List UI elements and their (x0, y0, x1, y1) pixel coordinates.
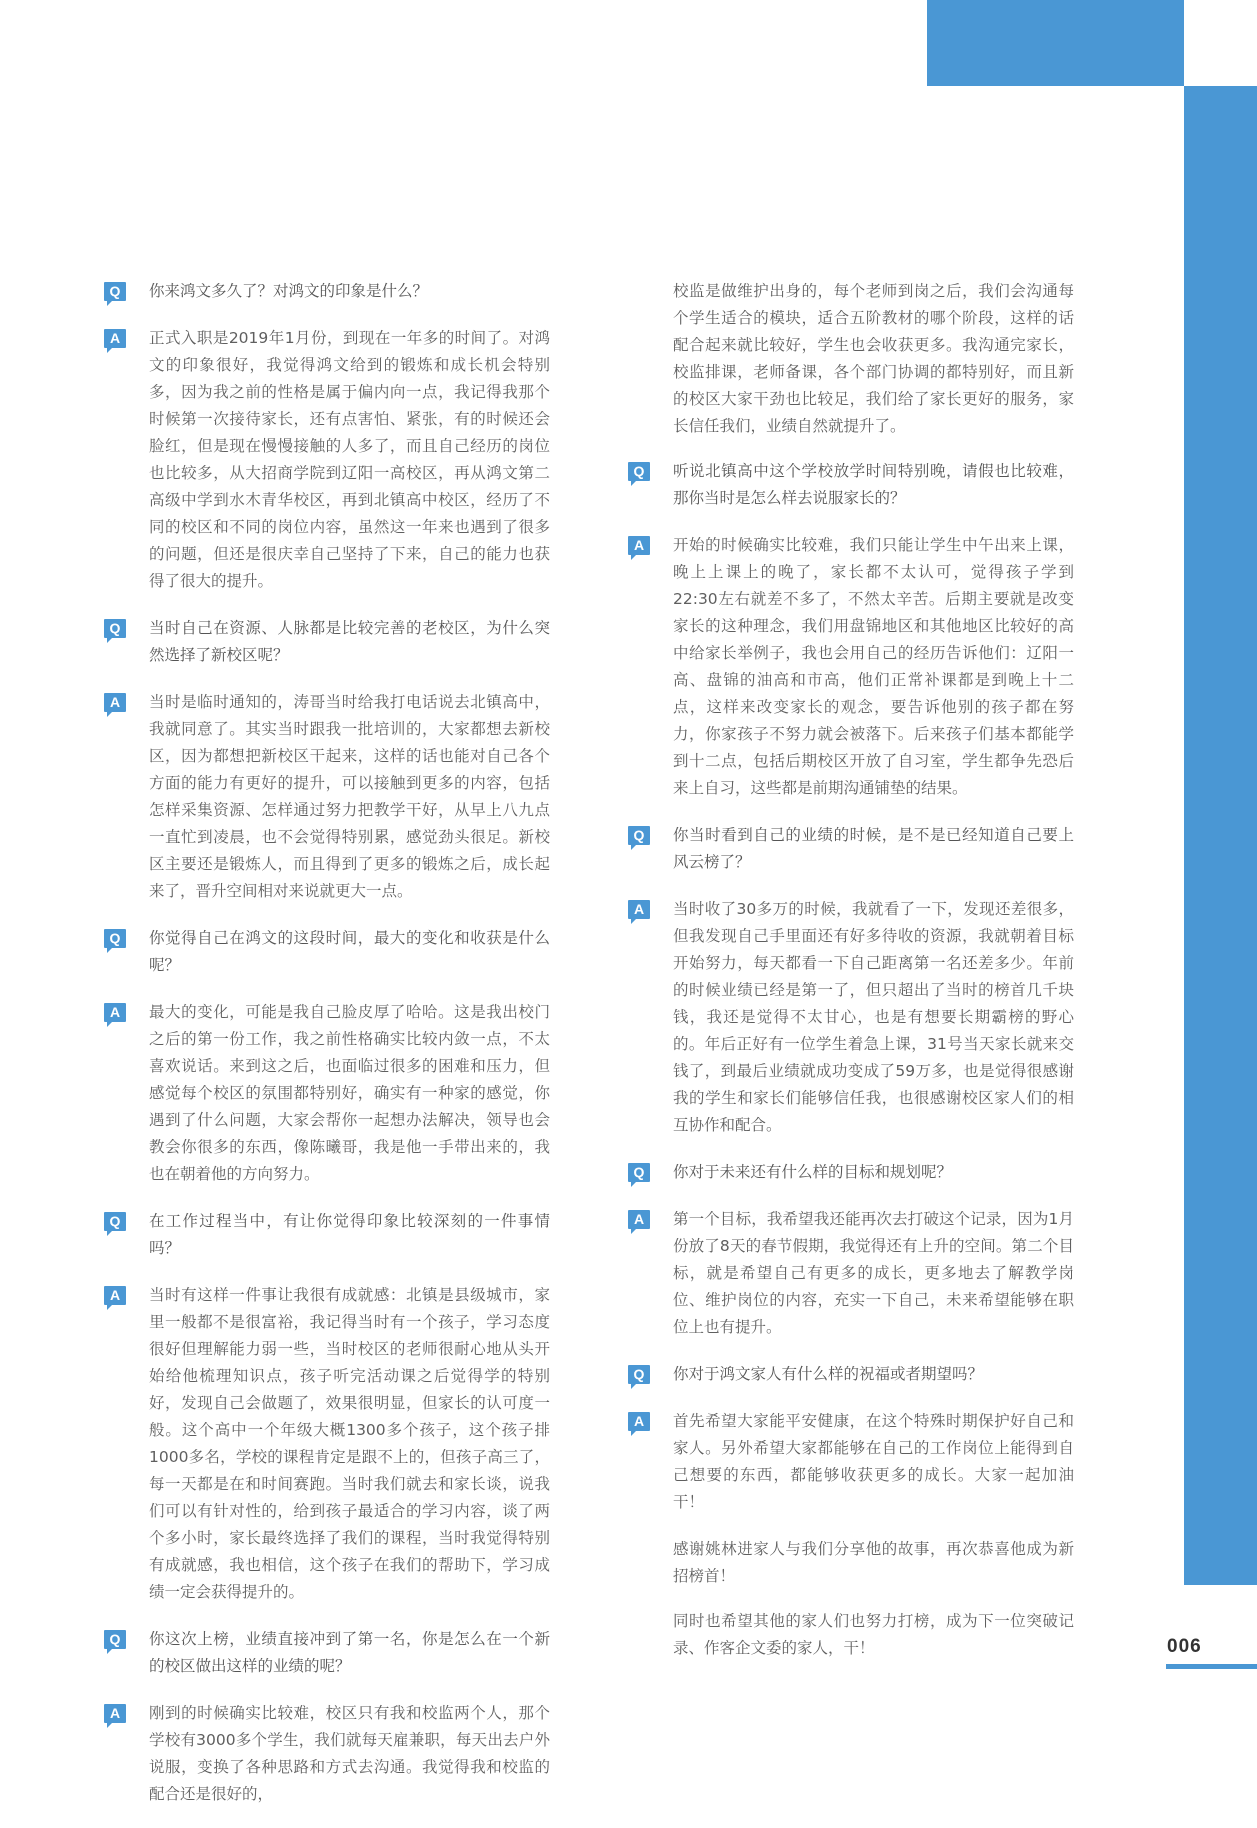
question-badge-icon: Q (104, 1630, 126, 1649)
closing-text: 感谢姚林进家人与我们分享他的故事，再次恭喜他成为新招榜首！ (673, 1540, 1074, 1585)
answer-4 (104, 1282, 550, 1606)
question-text: 你觉得自己在鸿文的这段时间，最大的变化和收获是什么呢？ (149, 929, 550, 974)
answer-text: 刚到的时候确实比较难，校区只有我和校监两个人，那个学校有3000多个学生，我们就每天雇兼职，每天出去户外说服，变换了各种思路和方式去沟通。我觉得我和校监的配合还是很好的， (149, 1704, 550, 1803)
answer-1 (104, 325, 550, 595)
question-badge-icon: Q (104, 929, 126, 948)
answer-7 (628, 896, 1074, 1139)
page-number: 006 (1167, 1636, 1202, 1657)
question-7 (628, 822, 1074, 876)
answer-text: 当时是临时通知的，涛哥当时给我打电话说去北镇高中，我就同意了。其实当时跟我一批培训的，大家都想去新校区，因为都想把新校区干起来，这样的话也能对自己各个方面的能力有更好的提升，可以接触到更多的内容，包括怎样采集资源、怎样通过努力把教学干好，从早上八九点一直忙到凌晨，也不会觉得特别累，感觉劲头很足。新校区主要还是锻炼人，而且得到了更多的锻炼之后，成长起来了，晋升空间相对来说就更大一点。 (149, 693, 550, 900)
answer-text: 正式入职是2019年1月份，到现在一年多的时间了。对鸿文的印象很好，我觉得鸿文给到的锻炼和成长机会特别多，因为我之前的性格是属于偏内向一点，我记得我那个时候第一次接待家长，还有点害怕、紧张，有的时候还会脸红，但是现在慢慢接触的人多了，而且自己经历的岗位也比较多，从大招商学院到辽阳一高校区，再从鸿文第二高级中学到水木青华校区，再到北镇高中校区，经历了不同的校区和不同的岗位内容，虽然这一年来也遇到了很多的问题，但还是很庆幸自己坚持了下来，自己的能力也获得了很大的提升。 (149, 329, 550, 590)
question-2 (104, 615, 550, 669)
answer-text: 开始的时候确实比较难，我们只能让学生中午出来上课，晚上上课上的晚了，家长都不太认可，觉得孩子学到22:30左右就差不多了，不然太辛苦。后期主要就是改变家长的这种理念，我们用盘锦地区和其他地区比较好的高中给家长举例子，我也会用自己的经历告诉他们：辽阳一高、盘锦的油高和市高，他们正常补课都是到晚上十二点，这样来改变家长的观念，要告诉他别的孩子都在努力，你家孩子不努力就会被落下。后来孩子们基本都能学到十二点，包括后期校区开放了自习室，学生都争先恐后来上自习，这些都是前期沟通铺垫的结果。 (673, 536, 1074, 797)
answer-5 (104, 1700, 550, 1808)
question-text: 当时自己在资源、人脉都是比较完善的老校区，为什么突然选择了新校区呢？ (149, 619, 550, 664)
right-column (628, 278, 1074, 1680)
question-badge-icon: Q (104, 282, 126, 301)
answer-3 (104, 999, 550, 1188)
answer-badge-icon: A (104, 329, 126, 348)
answer-9 (628, 1408, 1074, 1516)
answer-text: 首先希望大家能平安健康，在这个特殊时期保护好自己和家人。另外希望大家都能够在自己的工作岗位上能得到自己想要的东西，都能够收获更多的成长。大家一起加油干！ (673, 1412, 1074, 1511)
question-badge-icon: Q (628, 1365, 650, 1384)
question-badge-icon: Q (628, 1163, 650, 1182)
answer-text: 最大的变化，可能是我自己脸皮厚了哈哈。这是我出校门之后的第一份工作，我之前性格确实比较内敛一点，不太喜欢说话。来到这之后，也面临过很多的困难和压力，但感觉每个校区的氛围都特别好，确实有一种家的感觉，你遇到了什么问题，大家会帮你一起想办法解决，领导也会教会你很多的东西，像陈曦哥，我是他一手带出来的，我也在朝着他的方向努力。 (149, 1003, 550, 1183)
header-accent-block (927, 0, 1184, 86)
question-text: 在工作过程当中，有让你觉得印象比较深刻的一件事情吗？ (149, 1212, 550, 1257)
answer-badge-icon: A (628, 536, 650, 555)
answer-badge-icon: A (628, 1412, 650, 1431)
question-5 (104, 1626, 550, 1680)
answer-badge-icon: A (104, 1704, 126, 1723)
question-badge-icon: Q (628, 462, 650, 481)
question-3 (104, 925, 550, 979)
question-text: 听说北镇高中这个学校放学时间特别晚，请假也比较难，那你当时是怎么样去说服家长的？ (673, 462, 1074, 507)
answer-text: 当时有这样一件事让我很有成就感：北镇是县级城市，家里一般都不是很富裕，我记得当时有一个孩子，学习态度很好但理解能力弱一些，当时校区的老师很耐心地从头开始给他梳理知识点，孩子听完活动课之后觉得学的特别好，发现自己会做题了，效果很明显，但家长的认可度一般。这个高中一个年级大概1300多个孩子，这个孩子排1000多名，学校的课程肯定是跟不上的，但孩子高三了，每一天都是在和时间赛跑。当时我们就去和家长谈，说我们可以有针对性的，给到孩子最适合的学习内容，谈了两个多小时，家长最终选择了我们的课程，当时我觉得特别有成就感，我也相信，这个孩子在我们的帮助下，学习成绩一定会获得提升的。 (149, 1286, 550, 1601)
closing-text: 同时也希望其他的家人们也努力打榜，成为下一位突破记录、作客企文委的家人，干！ (673, 1612, 1074, 1657)
question-1 (104, 278, 550, 305)
question-9 (628, 1361, 1074, 1388)
left-column (104, 278, 550, 1828)
answer-badge-icon: A (628, 1210, 650, 1229)
answer-2 (104, 689, 550, 905)
question-badge-icon: Q (628, 826, 650, 845)
question-8 (628, 1159, 1074, 1186)
answer-text: 校监是做维护出身的，每个老师到岗之后，我们会沟通每个学生适合的模块，适合五阶教材的哪个阶段，这样的话配合起来就比较好，学生也会收获更多。我沟通完家长，校监排课，老师备课，各个部门协调的都特别好，而且新的校区大家干劲也比较足，我们给了家长更好的服务，家长信任我们，业绩自然就提升了。 (673, 282, 1074, 435)
answer-badge-icon: A (104, 1286, 126, 1305)
question-6 (628, 458, 1074, 512)
side-accent-bar (1184, 86, 1257, 1585)
page-number-underline (1166, 1664, 1257, 1669)
question-text: 你当时看到自己的业绩的时候，是不是已经知道自己要上风云榜了？ (673, 826, 1074, 871)
question-badge-icon: Q (104, 1212, 126, 1231)
answer-text: 第一个目标，我希望我还能再次去打破这个记录，因为1月份放了8天的春节假期，我觉得还有上升的空间。第二个目标，就是希望自己有更多的成长，更多地去了解教学岗位、维护岗位的内容，充实一下自己，未来希望能够在职位上也有提升。 (673, 1210, 1074, 1336)
question-text: 你对于鸿文家人有什么样的祝福或者期望吗？ (673, 1365, 984, 1383)
question-text: 你来鸿文多久了？对鸿文的印象是什么？ (149, 282, 429, 300)
question-text: 你这次上榜，业绩直接冲到了第一名，你是怎么在一个新的校区做出这样的业绩的呢？ (149, 1630, 550, 1675)
answer-badge-icon: A (104, 693, 126, 712)
answer-5-continued (628, 278, 1074, 440)
answer-8 (628, 1206, 1074, 1341)
answer-badge-icon: A (104, 1003, 126, 1022)
answer-badge-icon: A (628, 900, 650, 919)
closing-paragraph-1 (628, 1536, 1074, 1590)
question-text: 你对于未来还有什么样的目标和规划呢？ (673, 1163, 953, 1181)
answer-text: 当时收了30多万的时候，我就看了一下，发现还差很多，但我发现自己手里面还有好多待收的资源，我就朝着目标开始努力，每天都看一下自己距离第一名还差多少。年前的时候业绩已经是第一了，但只超出了当时的榜首几千块钱，我还是觉得不太甘心，也是有想要长期霸榜的野心的。年后正好有一位学生着急上课，31号当天家长就来交钱了，到最后业绩就成功变成了59万多，也是觉得很感谢我的学生和家长们能够信任我，也很感谢校区家人们的相互协作和配合。 (673, 900, 1074, 1134)
question-badge-icon: Q (104, 619, 126, 638)
closing-paragraph-2 (628, 1608, 1074, 1662)
question-4 (104, 1208, 550, 1262)
answer-6 (628, 532, 1074, 802)
